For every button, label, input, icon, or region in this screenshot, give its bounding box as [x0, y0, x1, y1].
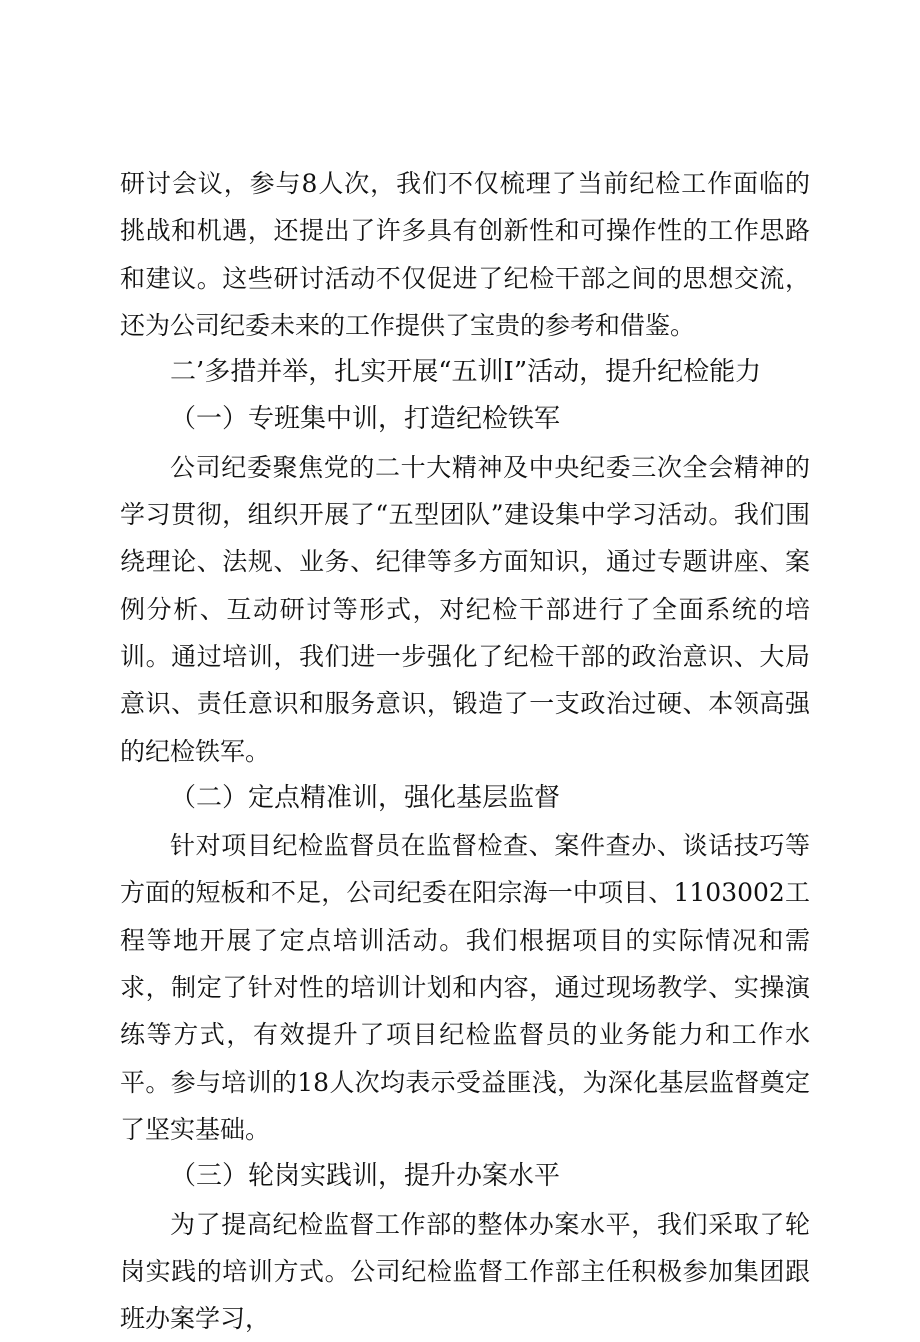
section-heading-2: 二’多措并举，扎实开展“五训I”活动，提升纪检能力 — [170, 357, 762, 388]
subsection-heading-1: （一）专班集中训，打造纪检铁军 — [170, 404, 561, 435]
paragraph-rotation-training: 为了提高纪检监督工作部的整体办案水平，我们采取了轮岗实践的培训方式。公司纪检监督工作部主任积极参加集团跟班办案学习， — [120, 1209, 810, 1334]
document-body — [120, 160, 810, 1342]
paragraph-centralized-training: 公司纪委聚焦党的二十大精神及中央纪委三次全会精神的学习贯彻，组织开展了“五型团队”建设集中学习活动。我们围绕理论、法规、业务、纪律等多方面知识，通过专题讲座、案例分析、互动研讨等形式，对纪检干部进行了全面系统的培训。通过培训，我们进一步强化了纪检干部的政治意识、大局意识、责任意识和服务意识，锻造了一支政治过硬、本领高强的纪检铁军。 — [120, 452, 810, 766]
subsection-heading-2: （二）定点精准训，强化基层监督 — [170, 782, 561, 813]
paragraph-onsite-training: 针对项目纪检监督员在监督检查、案件查办、谈话技巧等方面的短板和不足，公司纪委在阳宗海一中项目、1103002工程等地开展了定点培训活动。我们根据项目的实际情况和需求，制定了针对性的培训计划和内容，通过现场教学、实操演练等方式，有效提升了项目纪检监督员的业务能力和工作水平。参与培训的18人次均表示受益匪浅，为深化基层监督奠定了坚实基础。 — [120, 831, 810, 1144]
paragraph-seminar-summary: 研讨会议，参与8人次，我们不仅梳理了当前纪检工作面临的挑战和机遇，还提出了许多具有创新性和可操作性的工作思路和建议。这些研讨活动不仅促进了纪检干部之间的思想交流，还为公司纪委未来的工作提供了宝贵的参考和借鉴。 — [120, 169, 810, 340]
subsection-heading-3: （三）轮岗实践训，提升办案水平 — [170, 1161, 561, 1192]
